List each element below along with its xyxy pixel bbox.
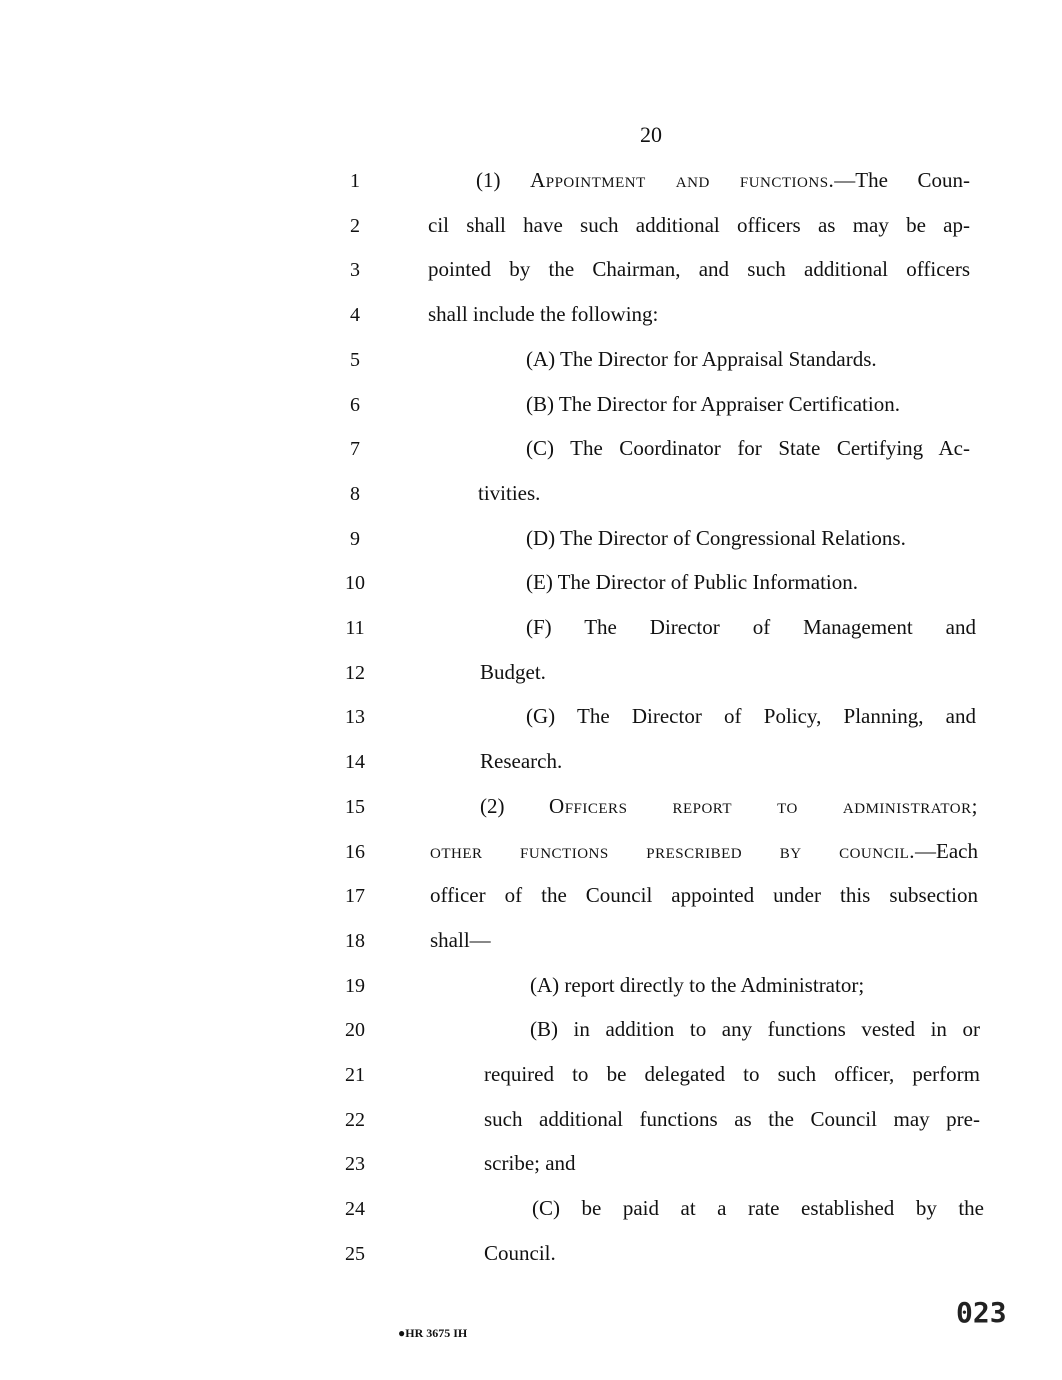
text-line: (C) The Coordinator for State Certifying Ac- xyxy=(526,436,970,460)
paragraph-heading: Officers report to administrator; xyxy=(549,794,978,818)
line-number: 23 xyxy=(345,1153,365,1175)
text-line-content: —The Coun- xyxy=(834,168,970,192)
text-line: tivities. xyxy=(478,481,541,505)
paragraph-marker: (2) xyxy=(480,794,550,818)
line-number: 17 xyxy=(345,885,365,907)
text-line: Budget. xyxy=(480,660,546,684)
line-number: 5 xyxy=(350,349,360,371)
line-number: 16 xyxy=(345,841,365,863)
text-line: (C) be paid at a rate established by the xyxy=(532,1196,984,1220)
line-number: 19 xyxy=(345,975,365,997)
line-number: 9 xyxy=(350,528,360,550)
text-line xyxy=(476,168,970,193)
line-number: 20 xyxy=(345,1019,365,1041)
text-line: (E) The Director of Public Information. xyxy=(526,570,859,594)
text-line: Research. xyxy=(480,749,563,773)
line-number: 10 xyxy=(345,572,365,594)
line-number: 25 xyxy=(345,1243,365,1265)
paragraph-heading: other functions prescribed by council. xyxy=(430,839,916,863)
paragraph-heading: Appointment and functions. xyxy=(530,168,835,192)
text-line: (G) The Director of Policy, Planning, and xyxy=(526,704,976,728)
line-number: 14 xyxy=(345,751,365,773)
text-line: (D) The Director of Congressional Relations. xyxy=(526,526,906,550)
line-number: 13 xyxy=(345,706,365,728)
line-number: 21 xyxy=(345,1064,365,1086)
text-line: cil shall have such additional officers as may be ap- xyxy=(428,213,970,237)
text-line: required to be delegated to such officer, perform xyxy=(484,1062,980,1086)
text-line-content: —Each xyxy=(915,839,978,863)
line-number: 15 xyxy=(345,796,365,818)
line-number: 6 xyxy=(350,394,360,416)
line-number: 2 xyxy=(350,215,360,237)
line-number: 7 xyxy=(350,438,360,460)
page-stamp: 023 xyxy=(956,1296,1007,1329)
page-number: 20 xyxy=(640,122,662,147)
bill-identifier: ●HR 3675 IH xyxy=(398,1326,468,1340)
text-line: (B) The Director for Appraiser Certification. xyxy=(526,392,900,416)
text-line: (A) The Director for Appraisal Standards. xyxy=(526,347,877,371)
text-line: pointed by the Chairman, and such additional officers xyxy=(428,257,970,281)
text-line: scribe; and xyxy=(484,1151,576,1175)
text-line: (A) report directly to the Administrator; xyxy=(530,973,865,997)
text-line: shall— xyxy=(430,928,491,952)
line-number: 12 xyxy=(345,662,365,684)
text-line xyxy=(430,839,978,864)
text-line: (B) in addition to any functions vested in or xyxy=(530,1017,980,1041)
line-number: 3 xyxy=(350,259,360,281)
line-number: 24 xyxy=(345,1198,365,1220)
paragraph-marker: (1) xyxy=(476,168,531,192)
text-line: (F) The Director of Management and xyxy=(526,615,976,639)
line-number: 11 xyxy=(345,617,365,639)
line-number: 22 xyxy=(345,1109,365,1131)
line-number: 1 xyxy=(350,170,360,192)
line-number: 18 xyxy=(345,930,365,952)
text-line: shall include the following: xyxy=(428,302,659,326)
text-line: such additional functions as the Council may pre- xyxy=(484,1107,980,1131)
text-line: officer of the Council appointed under this subsection xyxy=(430,883,978,907)
text-line: Council. xyxy=(484,1241,556,1265)
line-number: 4 xyxy=(350,304,360,326)
text-line xyxy=(480,794,978,819)
line-number: 8 xyxy=(350,483,360,505)
